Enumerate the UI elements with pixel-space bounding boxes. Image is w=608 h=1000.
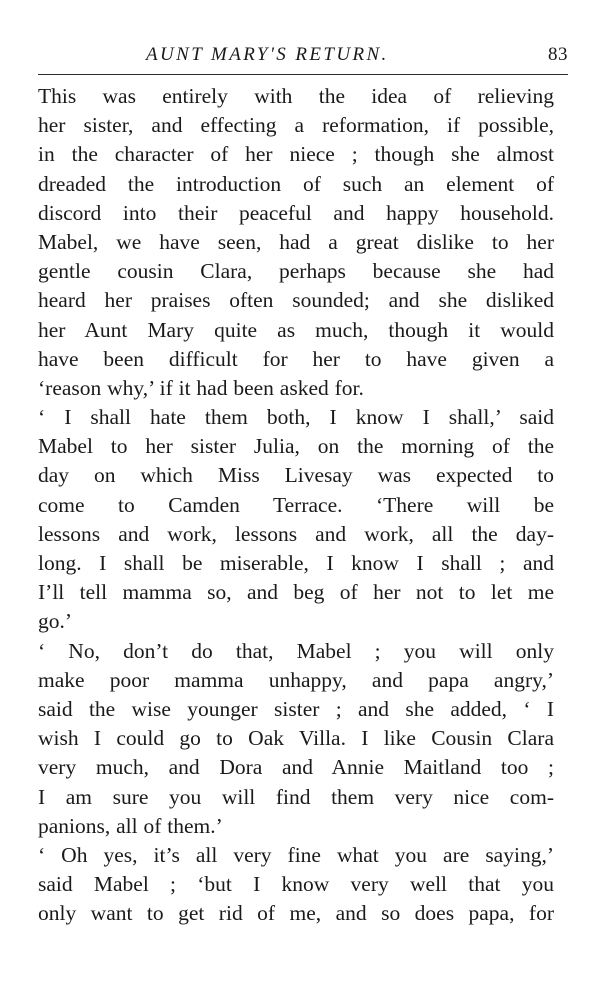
text-line: ‘ No, don’t do that, Mabel ; you will only (38, 638, 554, 663)
text-line: panions, all of them.’ (38, 813, 223, 838)
text-line: dreaded the introduction of such an element of (38, 171, 554, 196)
running-title: AUNT MARY'S RETURN. (146, 44, 389, 65)
body-text (38, 82, 554, 928)
text-line: ‘ Oh yes, it’s all very fine what you are saying,’ (38, 842, 554, 867)
text-line: her sister, and effecting a reformation, if possible, (38, 113, 554, 138)
text-line: heard her praises often sounded; and she disliked (38, 288, 554, 313)
text-line: This was entirely with the idea of relieving (38, 84, 554, 108)
text-line: gentle cousin Clara, perhaps because she had (38, 259, 554, 284)
text-line: very much, and Dora and Annie Maitland too ; (38, 755, 554, 780)
text-line: in the character of her niece ; though she almost (38, 142, 554, 167)
text-line: go.’ (38, 609, 73, 634)
text-line: I’ll tell mamma so, and beg of her not to let me (38, 580, 554, 605)
text-line: make poor mamma unhappy, and papa angry,’ (38, 667, 554, 692)
text-line: said the wise younger sister ; and she added, ‘ I (38, 696, 554, 721)
text-line: I am sure you will find them very nice com- (38, 784, 554, 809)
text-line: only want to get rid of me, and so does papa, for (38, 901, 554, 926)
header-rule (38, 74, 568, 75)
text-line: ‘reason why,’ if it had been asked for. (38, 375, 364, 400)
text-line: have been difficult for her to have given a (38, 346, 554, 371)
text-line: Mabel to her sister Julia, on the morning of the (38, 434, 554, 459)
text-line: her Aunt Mary quite as much, though it would (38, 317, 554, 342)
text-line: said Mabel ; ‘but I know very well that you (38, 872, 554, 897)
text-line: lessons and work, lessons and work, all the day- (38, 521, 554, 546)
text-line: wish I could go to Oak Villa. I like Cousin Clara (38, 726, 554, 751)
running-head (38, 36, 568, 76)
page-number: 83 (548, 44, 568, 65)
text-line: day on which Miss Livesay was expected to (38, 463, 554, 488)
text-line: Mabel, we have seen, had a great dislike to her (38, 229, 554, 254)
text-line: come to Camden Terrace. ‘There will be (38, 492, 554, 517)
text-line: long. I shall be miserable, I know I shall ; and (38, 551, 554, 575)
text-line: ‘ I shall hate them both, I know I shall,’ said (38, 405, 554, 430)
text-line: discord into their peaceful and happy household. (38, 200, 554, 225)
